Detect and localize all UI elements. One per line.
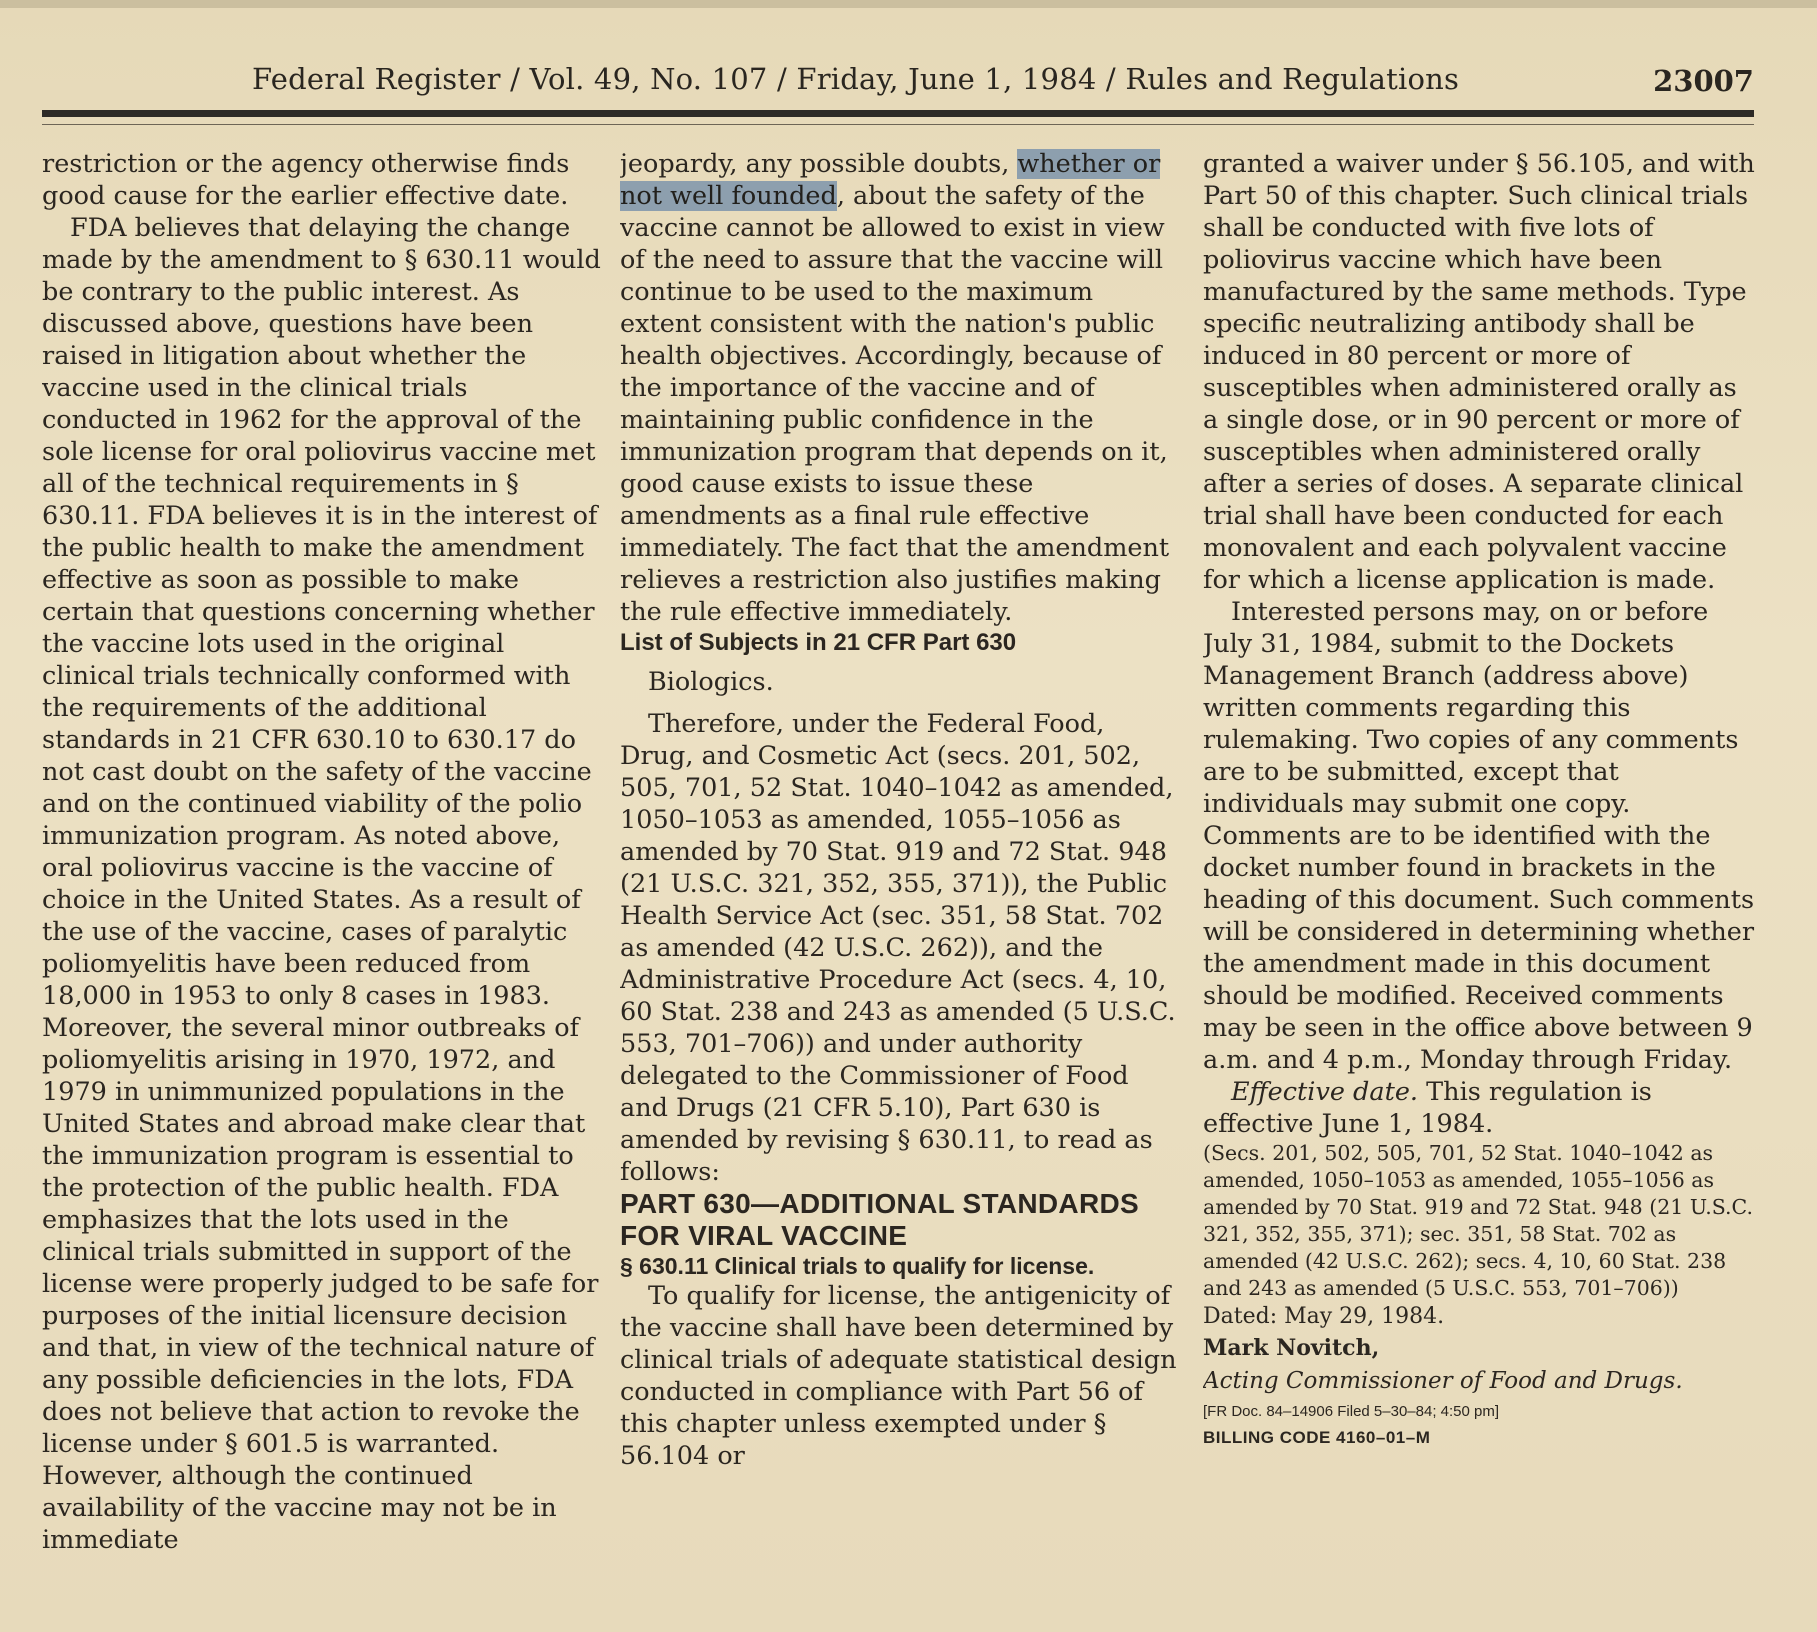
page-header bbox=[42, 58, 1754, 108]
column-2 bbox=[620, 148, 1182, 1628]
header-title: Federal Register / Vol. 49, No. 107 / Friday, June 1, 1984 / Rules and Regulations bbox=[252, 62, 1460, 96]
col3-paragraph-2: Interested persons may, on or before July 31, 1984, submit to the Dockets Management Branch (address above) written comments regarding this rulemaking. Two copies of any comments are to be submitted, except that individuals may submit one copy. Comments are to be identified with the docket number found in brackets in the heading of this document. Such comments will be considered in determining whether the amendment made in this document should be modified. Received comments may be seen in the office above between 9 a.m. and 4 p.m., Monday through Friday. bbox=[1203, 597, 1755, 1075]
authority-citation: (Secs. 201, 502, 505, 701, 52 Stat. 1040–1042 as amended, 1050–1053 as amended, 1055–1056 as amended by 70 Stat. 919 and 72 Stat. 948 (21 U.S.C. 321, 352, 355, 371); sec. 351, 58 Stat. 702 as amended (42 U.S.C. 262); secs. 4, 10, 60 Stat. 238 and 243 as amended (5 U.S.C. 553, 701–706)) bbox=[1203, 1141, 1754, 1300]
col2-paragraph-1 bbox=[620, 148, 1182, 628]
signer-title: Acting Commissioner of Food and Drugs. bbox=[1203, 1368, 1683, 1394]
col2-p1-start: jeopardy, any possible doubts, bbox=[620, 149, 1018, 179]
billing-code: BILLING CODE 4160–01–M bbox=[1203, 1428, 1431, 1447]
col2-p1-end: , about the safety of the vaccine cannot be allowed to exist in view of the need to assure that the vaccine will continue to be used to the maximum extent consistent with the nation's public health objectives. Accordingly, because of the importance of the vaccine and of maintaining public confidence in the immunization program that depends on it, good cause exists to issue these amendments as a final rule effective immediately. The fact that the amendment relieves a restriction also justifies making the rule effective immediately. bbox=[620, 181, 1170, 627]
part-heading: PART 630—ADDITIONAL STANDARDS FOR VIRAL VACCINE bbox=[620, 1188, 1139, 1251]
col1-paragraph-1: restriction or the agency otherwise finds good cause for the earlier effective date. bbox=[42, 149, 570, 211]
fr-doc-number: [FR Doc. 84–14906 Filed 5–30–84; 4:50 pm] bbox=[1203, 1403, 1500, 1420]
dated-line: Dated: May 29, 1984. bbox=[1203, 1304, 1445, 1329]
col3-paragraph-1: granted a waiver under § 56.105, and with Part 50 of this chapter. Such clinical trials shall be conducted with five lots of poliovirus vaccine which have been manufactured by the same methods. Type specific neutralizing antibody shall be induced in 80 percent or more of susceptibles when administered orally as a single dose, or in 90 percent or more of susceptibles when administered orally after a series of doses. A separate clinical trial shall have been conducted for each monovalent and each polyvalent vaccine for which a license application is made. bbox=[1203, 149, 1755, 595]
subjects-list: Biologics. bbox=[648, 667, 774, 697]
effective-date-label: Effective date. bbox=[1231, 1077, 1419, 1107]
effective-date-text: This regulation is effective June 1, 1984. bbox=[1203, 1077, 1652, 1139]
page-number: 23007 bbox=[1653, 64, 1754, 98]
column-1 bbox=[42, 148, 602, 1628]
col1-paragraph-2: FDA believes that delaying the change made by the amendment to § 630.11 would be contrary to the public interest. As discussed above, questions have been raised in litigation about whether the vaccine used in the clinical trials conducted in 1962 for the approval of the sole license for oral poliovirus vaccine met all of the technical requirements in § 630.11. FDA believes it is in the interest of the public health to make the amendment effective as soon as possible to make certain that questions concerning whether the vaccine lots used in the original clinical trials technically conformed with the requirements of the additional standards in 21 CFR 630.10 to 630.17 do not cast doubt on the safety of the vaccine and on the continued viability of the polio immunization program. As noted above, oral poliovirus vaccine is the vaccine of choice in the United States. As a result of the use of the vaccine, cases of paralytic poliomyelitis have been reduced from 18,000 in 1953 to only 8 cases in 1983. Moreover, the several minor outbreaks of poliomyelitis arising in 1970, 1972, and 1979 in unimmunized populations in the United States and abroad make clear that the immunization program is essential to the protection of the public health. FDA emphasizes that the lots used in the clinical trials submitted in support of the license were properly judged to be safe for purposes of the initial licensure decision and that, in view of the technical nature of any possible deficiencies in the lots, FDA does not believe that action to revoke the license under § 601.5 is warranted. However, although the continued availability of the vaccine may not be in immediate bbox=[42, 213, 601, 1555]
col2-paragraph-3: To qualify for license, the antigenicity of the vaccine shall have been determined by clinical trials of adequate statistical design conducted in compliance with Part 56 of this chapter unless exempted under § 56.104 or bbox=[620, 1281, 1177, 1471]
subjects-heading: List of Subjects in 21 CFR Part 630 bbox=[620, 629, 1017, 656]
scan-edge bbox=[0, 0, 1817, 8]
col2-paragraph-2: Therefore, under the Federal Food, Drug, and Cosmetic Act (secs. 201, 502, 505, 701, 52 Stat. 1040–1042 as amended, 1050–1053 as amended, 1055–1056 as amended by 70 Stat. 919 and 72 Stat. 948 (21 U.S.C. 321, 352, 355, 371)), the Public Health Service Act (sec. 351, 58 Stat. 702 as amended (42 U.S.C. 262)), and the Administrative Procedure Act (secs. 4, 10, 60 Stat. 238 and 243 as amended (5 U.S.C. 553, 701–706)) and under authority delegated to the Commissioner of Food and Drugs (21 CFR 5.10), Part 630 is amended by revising § 630.11, to read as follows: bbox=[620, 709, 1176, 1187]
header-rule bbox=[42, 110, 1754, 117]
effective-date bbox=[1203, 1076, 1755, 1140]
section-heading: § 630.11 Clinical trials to qualify for license. bbox=[620, 1253, 1095, 1279]
highlighted-text[interactable]: whether or not well founded bbox=[620, 149, 1161, 211]
column-3 bbox=[1203, 148, 1755, 1628]
header-rule-thin bbox=[42, 124, 1754, 125]
signer-name: Mark Novitch, bbox=[1203, 1335, 1380, 1361]
